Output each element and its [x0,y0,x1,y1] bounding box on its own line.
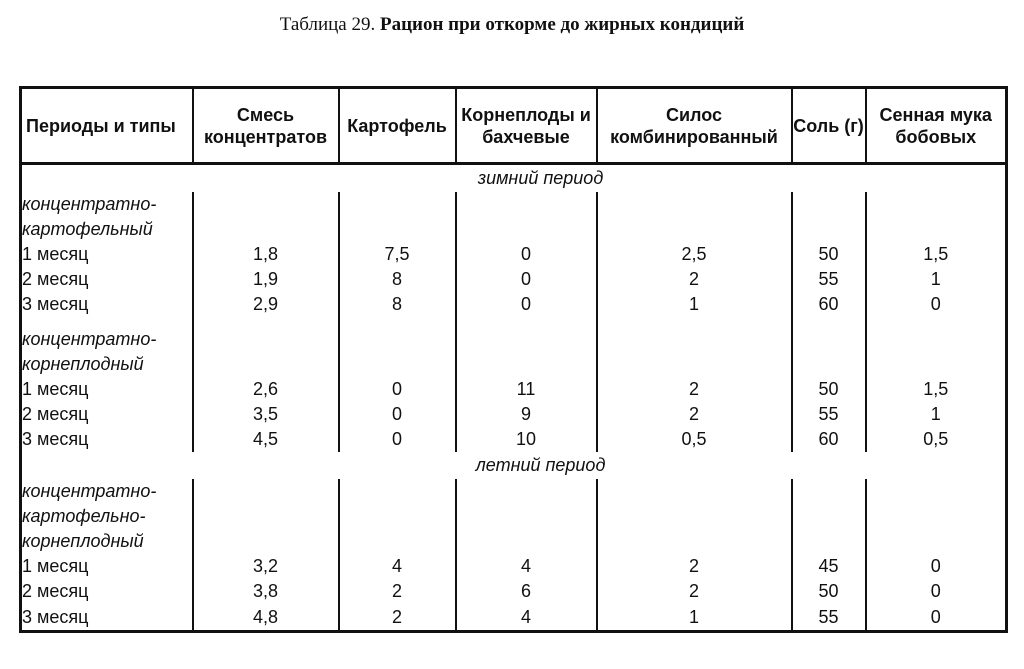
empty-cell [456,327,597,352]
value-cell: 2 [339,579,456,604]
value-cell: 3,8 [193,579,339,604]
value-cell: 2,5 [597,242,792,267]
table-row [21,604,1007,632]
spacer-row [21,317,1007,327]
ration-type-row [21,217,1007,242]
ration-type-row [21,479,1007,504]
ration-type-row [21,504,1007,529]
empty-cell [597,317,792,327]
empty-cell [792,217,866,242]
empty-cell [193,327,339,352]
month-label: 2 месяц [21,579,193,604]
value-cell: 55 [792,402,866,427]
value-cell: 0 [339,377,456,402]
empty-cell [193,352,339,377]
ration-type-label: концентратно- [21,327,193,352]
ration-type-row [21,529,1007,554]
value-cell: 4 [456,604,597,632]
empty-cell [193,479,339,504]
empty-cell [792,327,866,352]
empty-cell [339,217,456,242]
table-caption [0,14,1024,36]
empty-cell [456,479,597,504]
ration-type-row [21,327,1007,352]
value-cell: 11 [456,377,597,402]
col-header-hay-meal: Сенная мука бобовых [866,88,1007,164]
empty-cell [792,192,866,217]
value-cell: 0,5 [866,427,1007,452]
empty-cell [866,327,1007,352]
col-header-silage: Силос комбинированный [597,88,792,164]
value-cell: 55 [792,267,866,292]
ration-type-row [21,352,1007,377]
value-cell: 1,5 [866,242,1007,267]
col-header-concentrate-mix: Смесь концентратов [193,88,339,164]
month-label: 3 месяц [21,604,193,632]
value-cell: 0 [456,267,597,292]
empty-cell [792,479,866,504]
empty-cell [339,317,456,327]
value-cell: 4,5 [193,427,339,452]
value-cell: 3,2 [193,554,339,579]
value-cell: 7,5 [339,242,456,267]
value-cell: 8 [339,267,456,292]
empty-cell [597,217,792,242]
empty-cell [792,529,866,554]
value-cell: 6 [456,579,597,604]
value-cell: 0 [339,402,456,427]
empty-cell [866,529,1007,554]
value-cell: 0 [866,554,1007,579]
month-label: 3 месяц [21,292,193,317]
value-cell: 0 [456,242,597,267]
empty-cell [456,192,597,217]
empty-cell [456,529,597,554]
table-row [21,427,1007,452]
value-cell: 2 [339,604,456,632]
col-header-periods-types: Периоды и типы [21,88,193,164]
month-label: 1 месяц [21,554,193,579]
period-label: летний период [475,455,606,475]
value-cell: 4,8 [193,604,339,632]
value-cell: 50 [792,242,866,267]
value-cell: 2 [597,579,792,604]
value-cell: 4 [339,554,456,579]
empty-cell [339,327,456,352]
value-cell: 1,9 [193,267,339,292]
period-row [21,164,1007,193]
empty-cell [792,317,866,327]
month-label: 3 месяц [21,427,193,452]
period-label: зимний период [477,168,604,188]
empty-cell [456,352,597,377]
value-cell: 1 [597,604,792,632]
caption-title: Рацион при откорме до жирных кондиций [379,14,745,35]
period-cell [21,452,1007,479]
empty-cell [339,352,456,377]
empty-cell [597,504,792,529]
value-cell: 60 [792,427,866,452]
value-cell: 3,5 [193,402,339,427]
table-row [21,377,1007,402]
table-body [21,164,1007,632]
month-label: 1 месяц [21,377,193,402]
value-cell: 1 [866,267,1007,292]
ration-type-row [21,192,1007,217]
value-cell: 0,5 [597,427,792,452]
table-row [21,554,1007,579]
empty-cell [866,479,1007,504]
value-cell: 55 [792,604,866,632]
ration-type-label: картофельно- [21,504,193,529]
empty-cell [597,327,792,352]
empty-cell [193,317,339,327]
empty-cell [866,217,1007,242]
period-row [21,452,1007,479]
empty-cell [597,529,792,554]
value-cell: 8 [339,292,456,317]
table-row [21,267,1007,292]
value-cell: 2 [597,402,792,427]
value-cell: 2 [597,267,792,292]
value-cell: 9 [456,402,597,427]
value-cell: 60 [792,292,866,317]
value-cell: 4 [456,554,597,579]
empty-cell [339,192,456,217]
value-cell: 10 [456,427,597,452]
col-header-potatoes: Картофель [339,88,456,164]
value-cell: 1 [866,402,1007,427]
diet-table [19,86,1008,633]
ration-type-label: концентратно- [21,479,193,504]
empty-cell [866,317,1007,327]
empty-cell [193,217,339,242]
value-cell: 2 [597,554,792,579]
value-cell: 2,9 [193,292,339,317]
empty-cell [456,504,597,529]
value-cell: 50 [792,377,866,402]
table-row [21,292,1007,317]
empty-cell [339,479,456,504]
empty-cell [792,352,866,377]
empty-cell [866,192,1007,217]
empty-cell [21,317,193,327]
empty-cell [597,192,792,217]
value-cell: 1 [597,292,792,317]
value-cell: 2 [597,377,792,402]
empty-cell [597,352,792,377]
empty-cell [866,504,1007,529]
period-cell [21,164,1007,193]
table-row [21,579,1007,604]
value-cell: 1,5 [866,377,1007,402]
empty-cell [339,529,456,554]
value-cell: 0 [866,292,1007,317]
month-label: 2 месяц [21,267,193,292]
col-header-root-crops: Корнеплоды и бахчевые [456,88,597,164]
empty-cell [193,192,339,217]
value-cell: 45 [792,554,866,579]
empty-cell [339,504,456,529]
ration-type-label: картофельный [21,217,193,242]
ration-type-label: концентратно- [21,192,193,217]
header-row [21,88,1007,164]
empty-cell [866,352,1007,377]
value-cell: 0 [866,579,1007,604]
col-header-salt: Соль (г) [792,88,866,164]
empty-cell [193,504,339,529]
month-label: 1 месяц [21,242,193,267]
value-cell: 1,8 [193,242,339,267]
value-cell: 0 [339,427,456,452]
table-row [21,402,1007,427]
empty-cell [456,317,597,327]
empty-cell [456,217,597,242]
empty-cell [792,504,866,529]
table-row [21,242,1007,267]
ration-type-label: корнеплодный [21,352,193,377]
value-cell: 2,6 [193,377,339,402]
value-cell: 0 [456,292,597,317]
empty-cell [193,529,339,554]
value-cell: 50 [792,579,866,604]
value-cell: 0 [866,604,1007,632]
month-label: 2 месяц [21,402,193,427]
ration-type-label: корнеплодный [21,529,193,554]
empty-cell [597,479,792,504]
caption-prefix: Таблица 29. [279,14,376,35]
